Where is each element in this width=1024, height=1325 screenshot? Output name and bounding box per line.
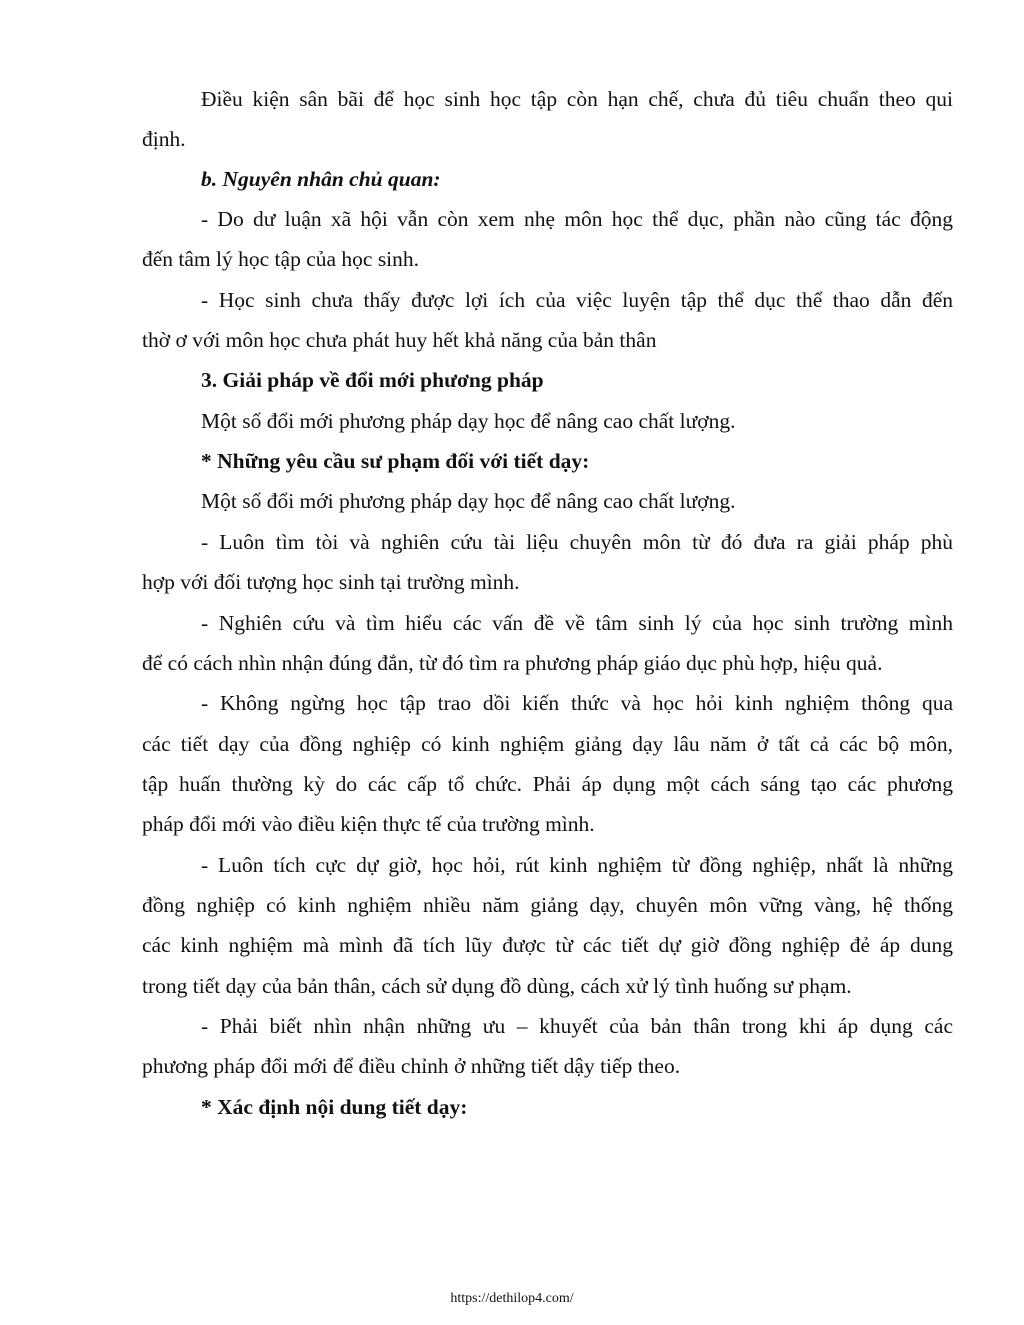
footer-url[interactable]: https://dethilop4.com/	[450, 1291, 574, 1306]
section-heading: 3. Giải pháp về đổi mới phương pháp	[201, 368, 544, 392]
paragraph-line: Một số đổi mới phương pháp dạy học để nâng cao chất lượng.	[201, 489, 736, 513]
paragraph-line: - Luôn tích cực dự giờ, học hỏi, rút kinh nghiệm từ đồng nghiệp, nhất là những	[201, 853, 953, 877]
paragraph-line: thờ ơ với môn học chưa phát huy hết khả năng của bản thân	[142, 328, 657, 352]
subsection-heading: * Xác định nội dung tiết dạy:	[201, 1095, 468, 1119]
paragraph-line: - Phải biết nhìn nhận những ưu – khuyết của bản thân trong khi áp dụng các	[201, 1014, 953, 1038]
paragraph-line: trong tiết dạy của bản thân, cách sử dụng đồ dùng, cách xử lý tình huống sư phạm.	[142, 974, 852, 998]
paragraph-line: đến tâm lý học tập của học sinh.	[142, 247, 420, 271]
paragraph-line: - Học sinh chưa thấy được lợi ích của việc luyện tập thể dục thể thao dẫn đến	[201, 288, 953, 312]
subsection-heading: * Những yêu cầu sư phạm đối với tiết dạy:	[201, 449, 590, 473]
paragraph-line: Điều kiện sân bãi để học sinh học tập còn hạn chế, chưa đủ tiêu chuẩn theo qui	[201, 87, 953, 111]
paragraph-line: - Nghiên cứu và tìm hiểu các vấn đề về tâm sinh lý của học sinh trường mình	[201, 611, 953, 635]
paragraph-line: phương pháp đổi mới để điều chỉnh ở những tiết dậy tiếp theo.	[142, 1054, 681, 1078]
paragraph-line: tập huấn thường kỳ do các cấp tổ chức. Phải áp dụng một cách sáng tạo các phương	[142, 772, 953, 796]
paragraph-line: Một số đổi mới phương pháp dạy học để nâng cao chất lượng.	[201, 409, 736, 433]
paragraph-line: - Không ngừng học tập trao dồi kiến thức và học hỏi kinh nghiệm thông qua	[201, 691, 953, 715]
paragraph-line: pháp đổi mới vào điều kiện thực tế của trường mình.	[142, 812, 595, 836]
paragraph-line: - Luôn tìm tòi và nghiên cứu tài liệu chuyên môn từ đó đưa ra giải pháp phù	[201, 530, 953, 554]
paragraph-line: các tiết dạy của đồng nghiệp có kinh nghiệm giảng dạy lâu năm ở tất cả các bộ môn,	[142, 732, 953, 756]
paragraph-line: - Do dư luận xã hội vẫn còn xem nhẹ môn học thể dục, phần nào cũng tác động	[201, 207, 953, 231]
section-heading: b. Nguyên nhân chủ quan:	[201, 167, 441, 191]
paragraph-line: đồng nghiệp có kinh nghiệm nhiều năm giảng dạy, chuyên môn vững vàng, hệ thống	[142, 893, 953, 917]
paragraph-line: hợp với đối tượng học sinh tại trường mình.	[142, 570, 520, 594]
paragraph-line: để có cách nhìn nhận đúng đắn, từ đó tìm ra phương pháp giáo dục phù hợp, hiệu quả.	[142, 651, 883, 675]
paragraph-line: định.	[142, 127, 186, 151]
paragraph-line: các kinh nghiệm mà mình đã tích lũy được từ các tiết dự giờ đồng nghiệp đẻ áp dung	[142, 933, 953, 957]
